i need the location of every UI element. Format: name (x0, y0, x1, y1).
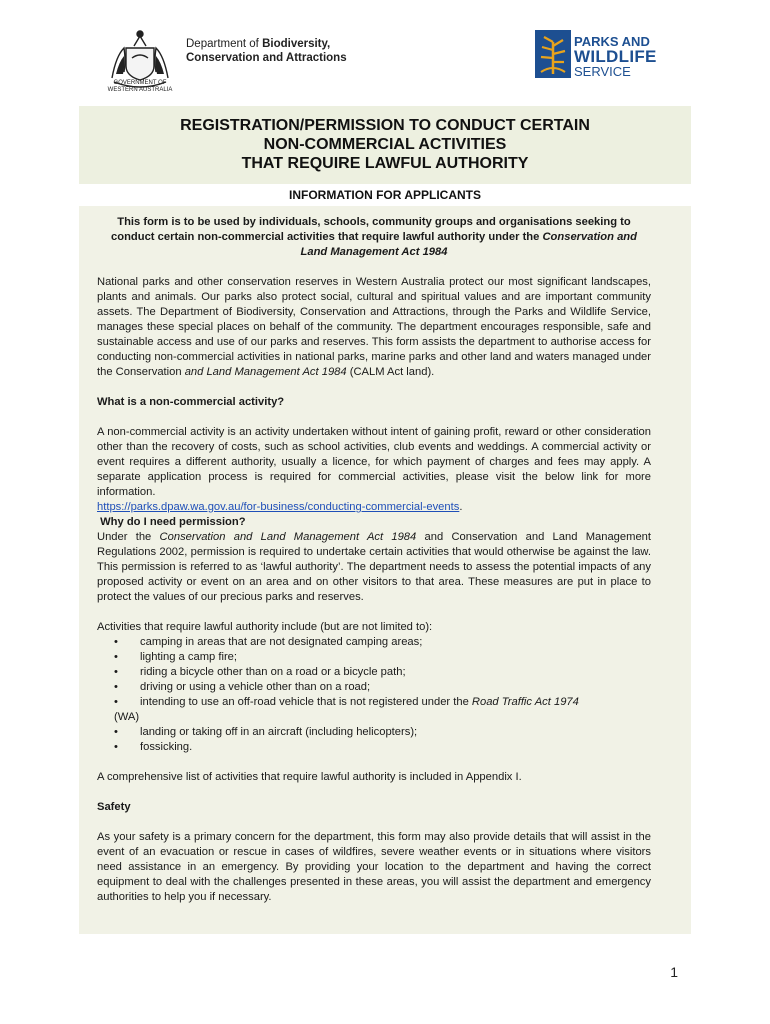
pws-line-2: WILDLIFE (574, 47, 657, 66)
intro-statement (97, 215, 651, 260)
bullet: • (114, 666, 118, 678)
activities-list (97, 635, 651, 755)
list-item (97, 740, 651, 755)
parks-wildlife-logo-icon (535, 30, 571, 78)
list-item-text: landing or taking off in an aircraft (including helicopters); (140, 726, 418, 738)
pws-line-1: PARKS AND (574, 34, 650, 49)
form-title-line-3: THAT REQUIRE LAWFUL AUTHORITY (241, 155, 529, 172)
para3-text: and Conservation and Land Management Regulations 2002, permission is required to undertake certain activities that would otherwise be against the law. This permission is referred to as ‘lawful authority’. The department needs to assess the potential impacts of any proposed activity or event on an area and on other visitors to that area. These measures are put in place to protect the values of our precious parks and reserves. (97, 531, 651, 603)
paragraph-parks-overview (97, 275, 651, 380)
dept-line1-prefix: Department of (186, 38, 263, 50)
pws-line-3: SERVICE (574, 64, 631, 79)
form-title-line-2: NON-COMMERCIAL ACTIVITIES (263, 136, 507, 153)
para1-text: National parks and other conservation reserves in Western Australia protect our most significant landscapes, plants and animals. Our parks also protect social, cultural and spiritual values and are important community assets. The Department of Biodiversity, Conservation and Attractions, through the Parks and Wildlife Service, manages these special places on behalf of the community. The department encourages responsible, safe and sustainable access and use of our parks and reserves. This form assists the department to authorise access for conducting non-commercial activities in national parks, marine parks and other land and waters managed under the Conservation (97, 276, 651, 378)
paragraph-permission (97, 530, 651, 605)
section-subheading: INFORMATION FOR APPLICANTS (289, 188, 481, 202)
list-item-text: intending to use an off-road vehicle that is not registered under the (140, 696, 472, 708)
heading-safety: Safety (97, 801, 131, 813)
dept-line2: Conservation and Attractions (186, 52, 347, 64)
heading-why-permission: Why do I need permission? (97, 516, 246, 528)
list-item-text: lighting a camp fire; (140, 651, 238, 663)
paragraph-appendix: A comprehensive list of activities that require lawful authority is included in Appendix I. (97, 771, 522, 783)
paragraph-safety: As your safety is a primary concern for the department, this form may also provide details that will assist in the event of an evacuation or rescue in cases of wildfires, severe weather events or in situations where visitors need assistance in an emergency. By providing your location to the department and having the correct equipment to deal with the challenges presented in these areas, you will assist the department and emergency authorities to help you if necessary. (97, 831, 651, 903)
intro-act-name: Conservation and Land Management Act 1984 (300, 231, 637, 258)
bullet: • (114, 696, 118, 708)
list-item (97, 665, 651, 680)
list-item (97, 635, 651, 650)
para1-tail: (CALM Act land). (346, 366, 435, 378)
page-number: 1 (670, 964, 678, 980)
list-item (97, 695, 651, 710)
para2-text: A non-commercial activity is an activity undertaken without intent of gaining profit, reward or other consideration other than the recovery of costs, such as school activities, club events and weddings. A commercial activity or event requires a different authority, usually a licence, for which payment of charges and fees may apply. A separate application process is required for commercial activities, please visit the below link for more information. (97, 426, 651, 498)
dept-line1-bold: Biodiversity, (262, 38, 331, 50)
department-name (186, 37, 347, 65)
bullet: • (114, 726, 118, 738)
list-item (97, 680, 651, 695)
para1-italic: and Land Management Act 1984 (184, 366, 347, 378)
list-item (97, 725, 651, 740)
form-title-line-1: REGISTRATION/PERMISSION TO CONDUCT CERTAIN (180, 117, 590, 134)
list-item-text: (WA) (114, 711, 140, 723)
bullet: • (114, 651, 118, 663)
bullet: • (114, 741, 118, 753)
para3-italic: Conservation and Land Management Act 1984 (159, 531, 417, 543)
information-content (97, 215, 651, 920)
list-item-text: driving or using a vehicle other than on a road; (140, 681, 371, 693)
activities-lead: Activities that require lawful authority include (but are not limited to): (97, 621, 433, 633)
parks-wildlife-wordmark (574, 34, 657, 79)
form-title (79, 116, 691, 173)
intro-text: This form is to be used by individuals, schools, community groups and organisations seeking to conduct certain non-commercial activities that require lawful authority under the (111, 216, 631, 243)
heading-non-commercial: What is a non-commercial activity? (97, 396, 285, 408)
bullet: • (114, 636, 118, 648)
paragraph-non-commercial (97, 425, 651, 515)
link-tail: . (459, 501, 463, 513)
commercial-events-link[interactable]: https://parks.dpaw.wa.gov.au/for-business/conducting-commercial-events (97, 501, 460, 513)
list-item-text: fossicking. (140, 741, 193, 753)
list-item-italic: Road Traffic Act 1974 (471, 696, 579, 708)
list-item (97, 650, 651, 665)
list-item-text: camping in areas that are not designated camping areas; (140, 636, 423, 648)
list-item-continuation (97, 710, 651, 725)
para3-prefix: Under the (97, 531, 160, 543)
list-item-text: riding a bicycle other than on a road or a bicycle path; (140, 666, 406, 678)
bullet: • (114, 681, 118, 693)
crest-caption (100, 80, 180, 94)
crest-caption-line-1: GOVERNMENT OF (113, 80, 167, 86)
crest-caption-line-2: WESTERN AUSTRALIA (107, 87, 173, 93)
